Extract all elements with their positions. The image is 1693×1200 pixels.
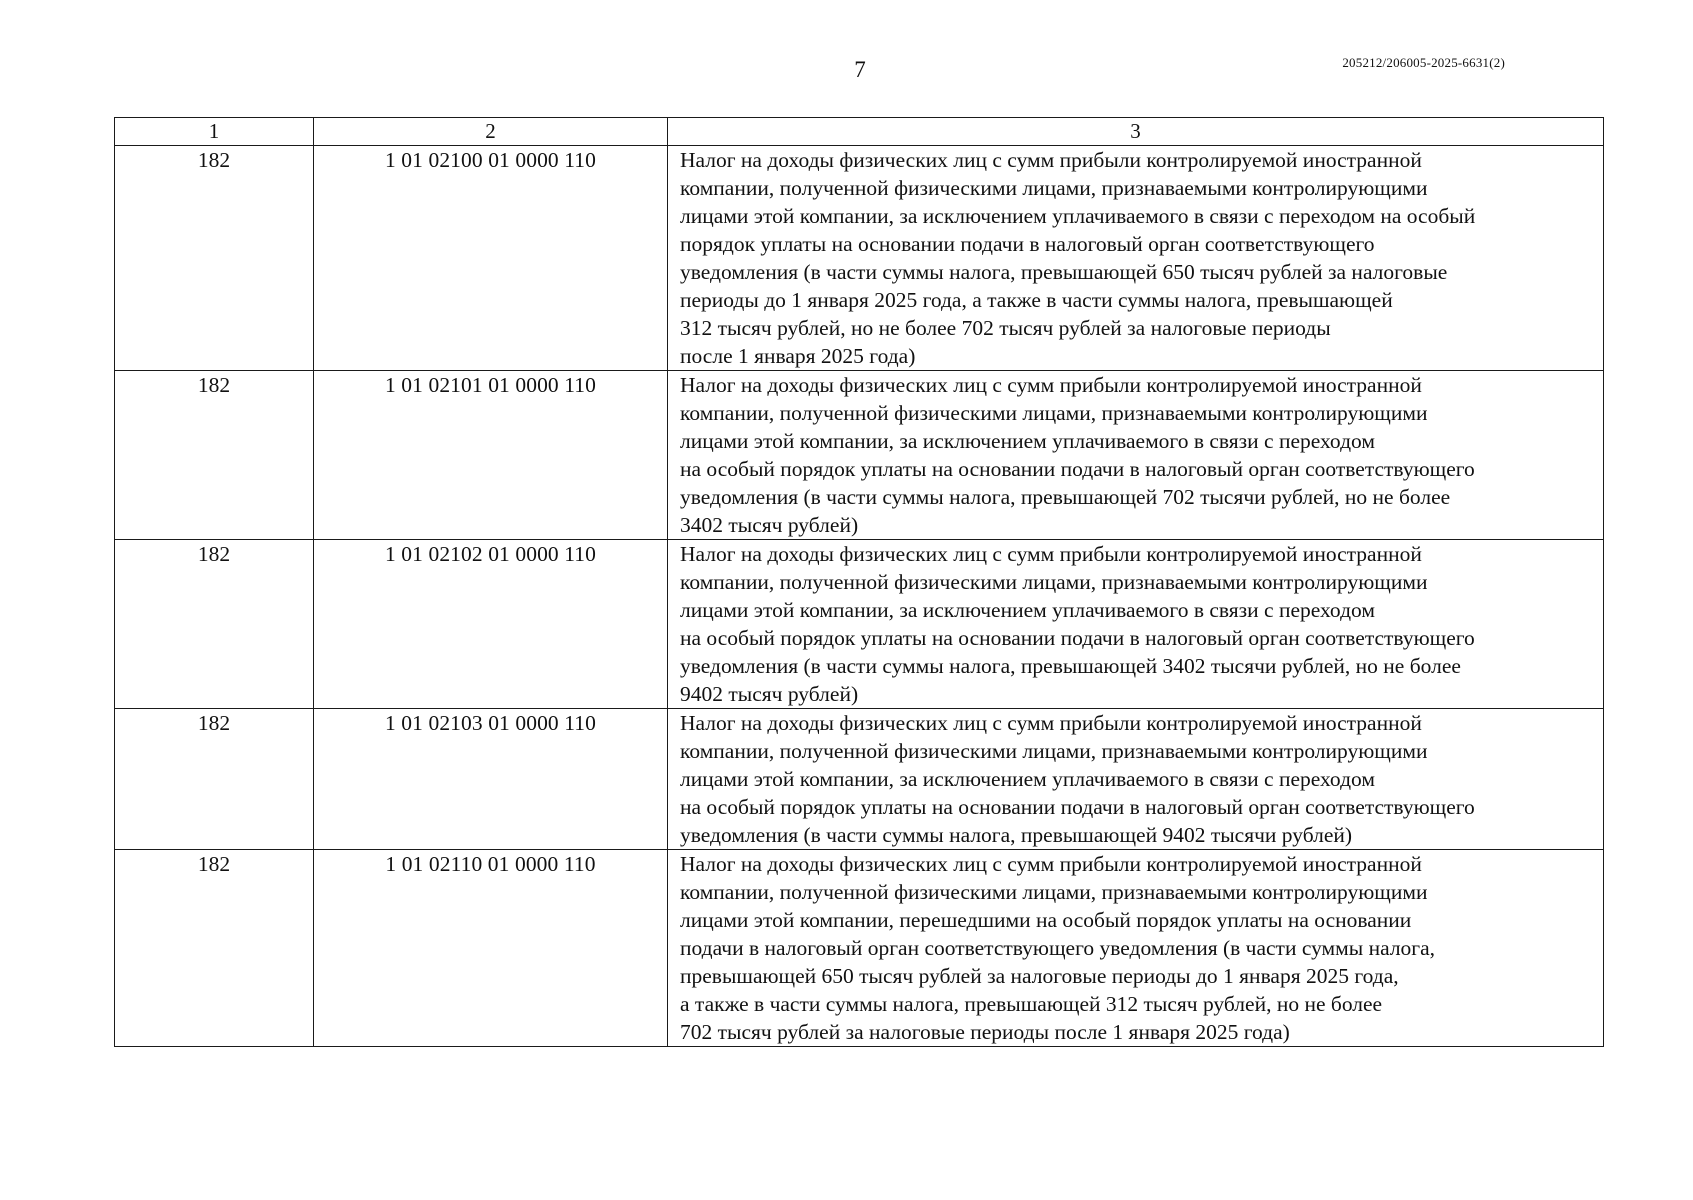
table-row [115, 540, 1604, 709]
budget-codes-table [114, 117, 1604, 1047]
admin-code-cell: 182 [115, 371, 314, 540]
header-col-2: 2 [314, 118, 668, 146]
table-row [115, 850, 1604, 1047]
admin-code-cell: 182 [115, 540, 314, 709]
table-header-row [115, 118, 1604, 146]
header-col-1: 1 [115, 118, 314, 146]
admin-code-cell: 182 [115, 709, 314, 850]
description-cell: Налог на доходы физических лиц с сумм прибыли контролируемой иностранной компании, полученной физическими лицами, признаваемыми контролирующими лицами этой компании, за исключением уплачиваемого в связи с переходом на особый порядок уплаты на основании подачи в налоговый орган соответствующего уведомления (в части суммы налога, превышающей 9402 тысячи рублей) [668, 709, 1604, 850]
table-row [115, 371, 1604, 540]
budget-code-cell: 1 01 02101 01 0000 110 [314, 371, 668, 540]
budget-code-cell: 1 01 02100 01 0000 110 [314, 146, 668, 371]
description-cell: Налог на доходы физических лиц с сумм прибыли контролируемой иностранной компании, полученной физическими лицами, признаваемыми контролирующими лицами этой компании, за исключением уплачиваемого в связи с переходом на особый порядок уплаты на основании подачи в налоговый орган соответствующего уведомления (в части суммы налога, превышающей 3402 тысячи рублей, но не более 9402 тысяч рублей) [668, 540, 1604, 709]
description-cell: Налог на доходы физических лиц с сумм прибыли контролируемой иностранной компании, полученной физическими лицами, признаваемыми контролирующими лицами этой компании, перешедшими на особый порядок уплаты на основании подачи в налоговый орган соответствующего уведомления (в части суммы налога, превышающей 650 тысяч рублей за налоговые периоды до 1 января 2025 года, а также в части суммы налога, превышающей 312 тысяч рублей, но не более 702 тысяч рублей за налоговые периоды после 1 января 2025 года) [668, 850, 1604, 1047]
description-cell: Налог на доходы физических лиц с сумм прибыли контролируемой иностранной компании, полученной физическими лицами, признаваемыми контролирующими лицами этой компании, за исключением уплачиваемого в связи с переходом на особый порядок уплаты на основании подачи в налоговый орган соответствующего уведомления (в части суммы налога, превышающей 702 тысячи рублей, но не более 3402 тысяч рублей) [668, 371, 1604, 540]
table-row [115, 709, 1604, 850]
page-number: 7 [854, 57, 866, 82]
table-row [115, 146, 1604, 371]
budget-code-cell: 1 01 02110 01 0000 110 [314, 850, 668, 1047]
document-id: 205212/206005-2025-6631(2) [1342, 55, 1505, 70]
budget-code-cell: 1 01 02103 01 0000 110 [314, 709, 668, 850]
header-col-3: 3 [668, 118, 1604, 146]
budget-code-cell: 1 01 02102 01 0000 110 [314, 540, 668, 709]
admin-code-cell: 182 [115, 146, 314, 371]
admin-code-cell: 182 [115, 850, 314, 1047]
description-cell: Налог на доходы физических лиц с сумм прибыли контролируемой иностранной компании, полученной физическими лицами, признаваемыми контролирующими лицами этой компании, за исключением уплачиваемого в связи с переходом на особый порядок уплаты на основании подачи в налоговый орган соответствующего уведомления (в части суммы налога, превышающей 650 тысяч рублей за налоговые периоды до 1 января 2025 года, а также в части суммы налога, превышающей 312 тысяч рублей, но не более 702 тысяч рублей за налоговые периоды после 1 января 2025 года) [668, 146, 1604, 371]
